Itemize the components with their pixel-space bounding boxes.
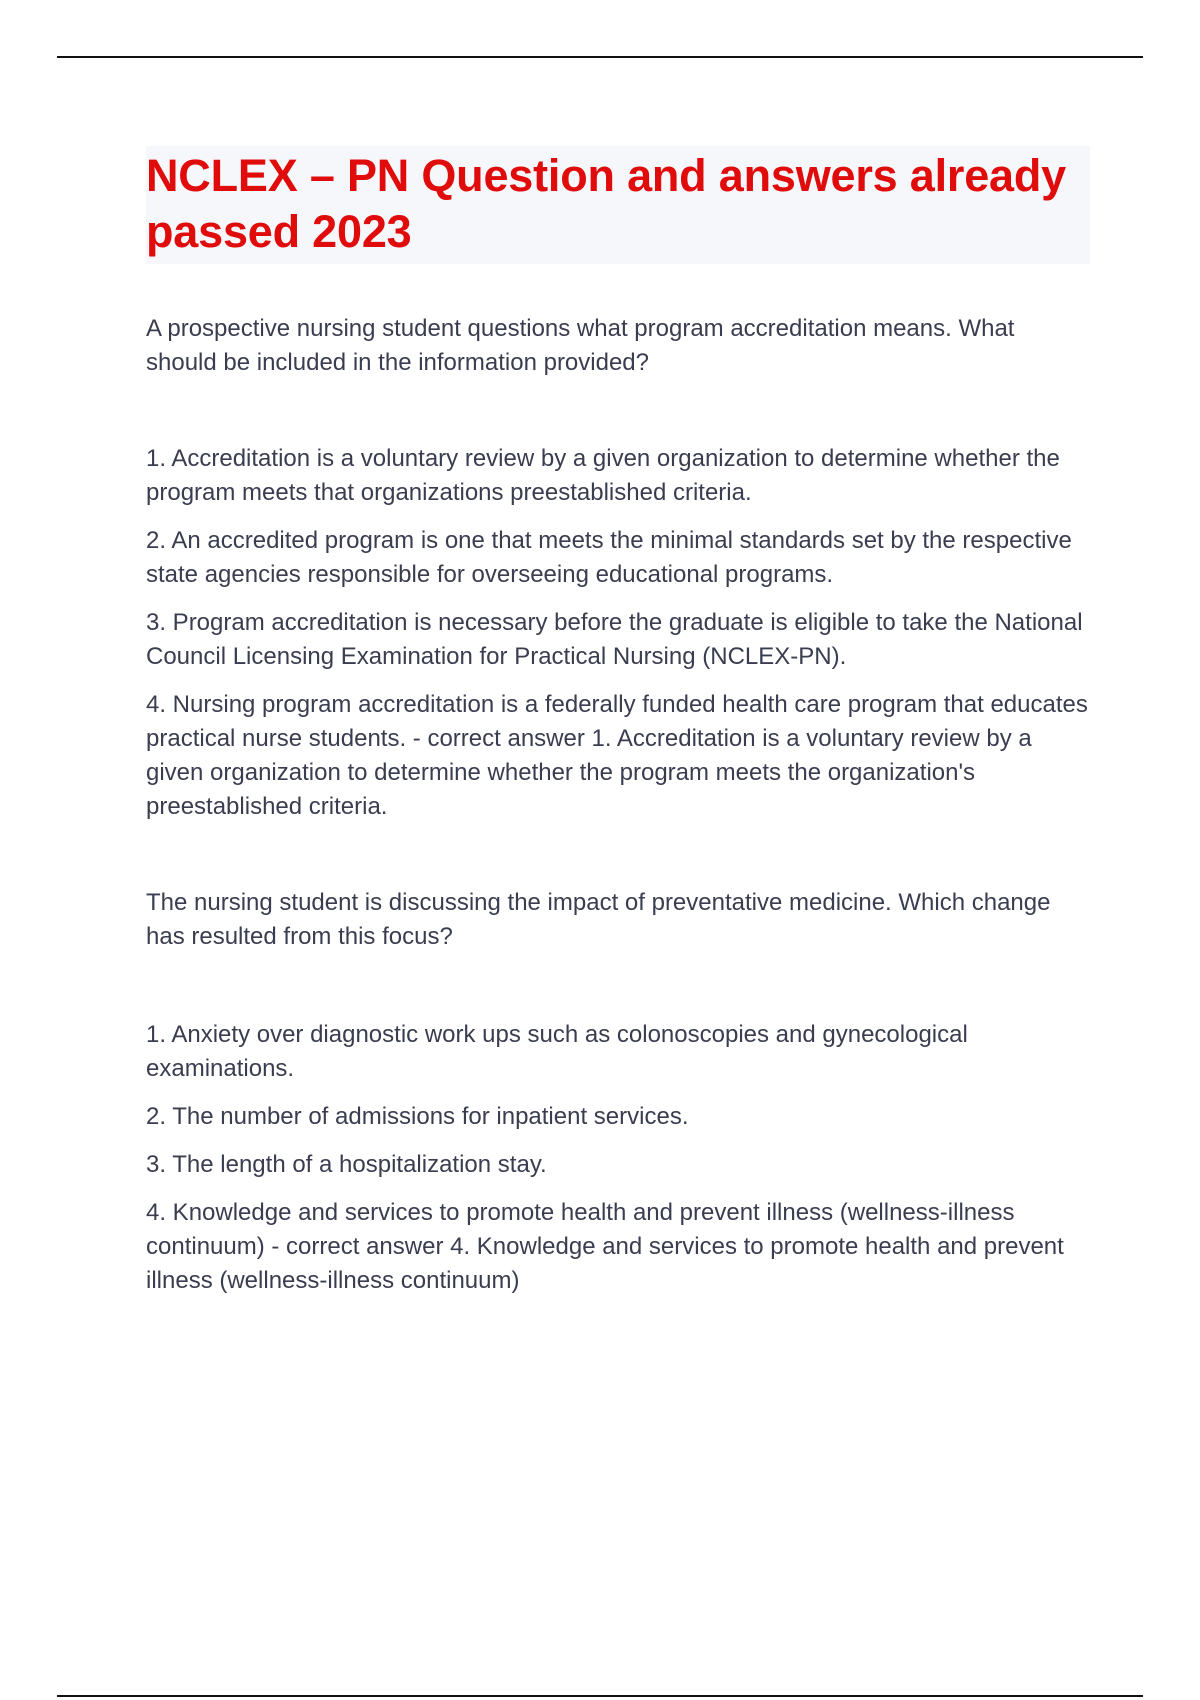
question-1-prompt: A prospective nursing student questions what program accreditation means. What should be included in the information provided? [146, 315, 1015, 376]
question-1 [146, 312, 1090, 824]
title-banner [146, 146, 1090, 264]
question-2-option-2: 2. The number of admissions for inpatient services. [146, 1103, 689, 1130]
question-2-options [146, 1018, 1090, 1298]
question-1-options [146, 442, 1090, 824]
document-title: NCLEX – PN Question and answers already passed 2023 [146, 150, 1066, 257]
question-2-prompt: The nursing student is discussing the impact of preventative medicine. Which change has resulted from this focus? [146, 889, 1051, 950]
question-1-option-1: 1. Accreditation is a voluntary review by a given organization to determine whether the program meets that organizations preestablished criteria. [146, 445, 1060, 506]
question-2-option-3: 3. The length of a hospitalization stay. [146, 1151, 547, 1178]
question-1-option-3: 3. Program accreditation is necessary before the graduate is eligible to take the National Council Licensing Examination for Practical Nursing (NCLEX-PN). [146, 609, 1083, 670]
top-rule [57, 56, 1143, 58]
question-1-option-2: 2. An accredited program is one that meets the minimal standards set by the respective state agencies responsible for overseeing educational programs. [146, 527, 1072, 588]
question-2 [146, 886, 1090, 1298]
question-2-option-4: 4. Knowledge and services to promote health and prevent illness (wellness-illness continuum) - correct answer 4. Knowledge and services to promote health and prevent illness (wellness-illness continuum) [146, 1199, 1064, 1294]
bottom-rule [57, 1695, 1143, 1697]
document-body [146, 146, 1090, 1312]
question-1-option-4: 4. Nursing program accreditation is a federally funded health care program that educates practical nurse students. - correct answer 1. Accreditation is a voluntary review by a given organization to determine whether the program meets the organization's preestablished criteria. [146, 691, 1088, 820]
question-2-option-1: 1. Anxiety over diagnostic work ups such as colonoscopies and gynecological examinations. [146, 1021, 968, 1082]
